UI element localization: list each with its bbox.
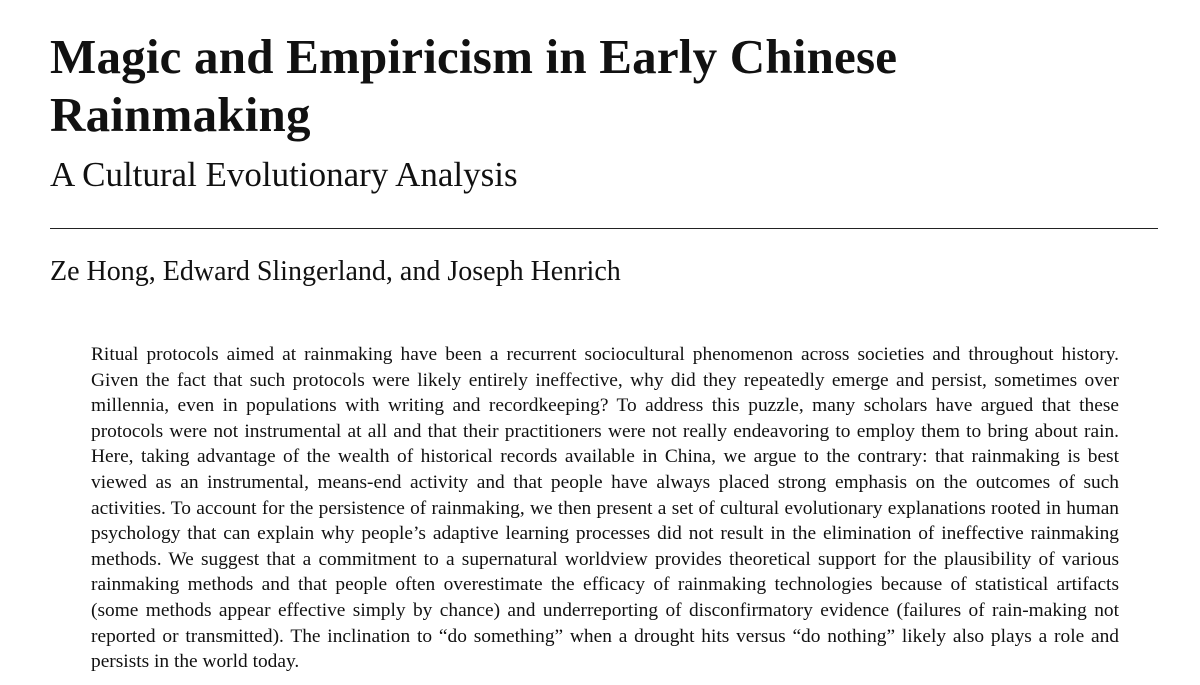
article-title: Magic and Empiricism in Early Chinese Rainmaking (50, 29, 898, 142)
article-subtitle: A Cultural Evolutionary Analysis (50, 155, 518, 194)
abstract-text: Ritual protocols aimed at rainmaking have been a recurrent sociocultural phenomenon across societies and throughout history. Given the fact that such protocols were likely entirely ineffective, why did they repeatedly emerge and persist, sometimes over millennia, even in populations with writing and recordkeeping? To address this puzzle, many scholars have argued that these protocols were not instrumental at all and that their practitioners were not really endeavoring to employ them to bring about rain. Here, taking advantage of the wealth of historical records available in China, we argue to the contrary: that rainmaking is best viewed as an instrumental, means-end activity and that people have always placed strong emphasis on the outcomes of such activities. To account for the persistence of rainmaking, we then present a set of cultural evolutionary explanations rooted in human psychology that can explain why people’s adaptive learning processes did not result in the elimination of ineffective rainmaking methods. We suggest that a commitment to a supernatural worldview provides theoretical support for the plausibility of various rainmaking methods and that people often overestimate the efficacy of rainmaking technologies because of statistical artifacts (some methods appear effective simply by chance) and underreporting of disconfirmatory evidence (failures of rain-making not reported or transmitted). The inclination to “do something” when a drought hits versus “do nothing” likely also plays a role and persists in the world today. (91, 344, 1119, 673)
title-divider (50, 228, 1158, 229)
author-list: Ze Hong, Edward Slingerland, and Joseph Henrich (50, 256, 621, 287)
